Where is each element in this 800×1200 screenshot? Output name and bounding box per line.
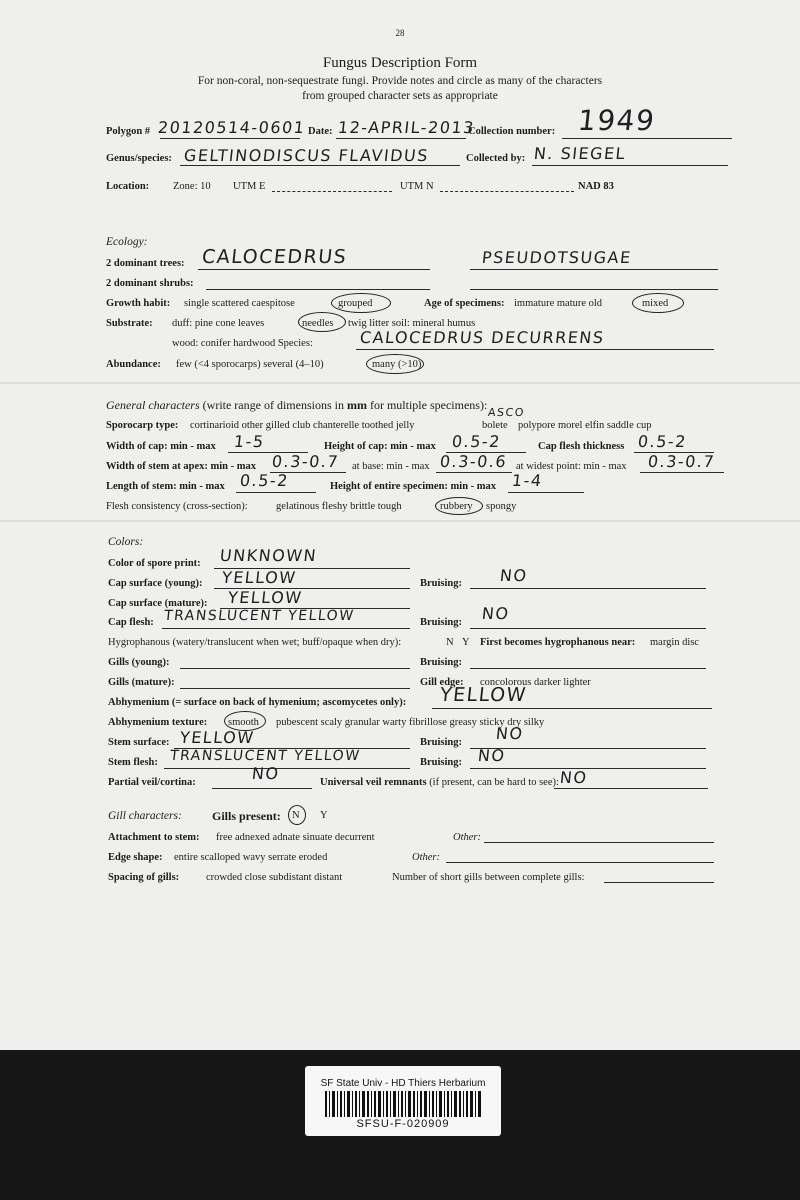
stem-widest-label: at widest point: min - max [516, 461, 627, 472]
circle-mark [331, 293, 391, 313]
cap-young-value: YELLOW [221, 568, 298, 587]
gills-present-n: N [292, 810, 300, 821]
height-entire-label: Height of entire specimen: min - max [330, 481, 497, 492]
attachment-other: Other: [453, 832, 481, 843]
abhymenium-texture-circled: smooth [228, 717, 259, 728]
duff-circled: needles [302, 318, 334, 329]
abundance-circled: many (>10) [372, 359, 422, 370]
utme-line [272, 191, 392, 192]
shrub2-line [470, 289, 718, 290]
height-cap-value: 0.5-2 [451, 432, 502, 451]
height-entire-line [508, 492, 584, 493]
gills-present-label: Gills present: [212, 809, 281, 823]
bruising-line [470, 628, 706, 629]
spacing-options: crowded close subdistant distant [206, 872, 343, 883]
stem-flesh-bruising: NO [477, 746, 507, 765]
zone: Zone: 10 [173, 181, 211, 192]
flesh-thickness-value: 0.5-2 [637, 432, 688, 451]
cap-flesh-value: TRANSLUCENT YELLOW [163, 608, 356, 624]
general-note-end: for multiple specimens): [369, 398, 488, 412]
location-label: Location: [106, 181, 150, 192]
bruising-label: Bruising: [420, 578, 463, 589]
flesh-options: gelatinous fleshy brittle tough [276, 501, 402, 512]
spore-value: UNKNOWN [219, 546, 319, 565]
cap-young-label: Cap surface (young): [108, 578, 203, 589]
hygro-first-label: First becomes hygrophanous near: [480, 637, 636, 648]
nad-label: NAD 83 [578, 181, 614, 192]
date-value: 12-APRIL-2013 [337, 118, 476, 137]
general-heading-line [106, 398, 487, 413]
universal-veil-value-line [554, 788, 708, 789]
height-cap-label: Height of cap: min - max [324, 441, 436, 452]
bruising-label: Bruising: [420, 617, 463, 628]
duff-options: duff: pine cone leaves [172, 318, 265, 329]
stem-surface-label: Stem surface: [108, 737, 170, 748]
abhymenium-value: YELLOW [438, 684, 529, 706]
bruising-label: Bruising: [420, 657, 463, 668]
date-line [336, 138, 466, 139]
veil-line [212, 788, 312, 789]
tree2-line [470, 269, 718, 270]
gills-mature-line [180, 688, 410, 689]
flesh-circled: rubbery [440, 501, 473, 512]
shrub1-line [206, 289, 430, 290]
gills-mature-label: Gills (mature): [108, 677, 175, 688]
wood-species-value: CALOCEDRUS DECURRENS [359, 328, 606, 347]
cap-flesh-bruising: NO [481, 604, 511, 623]
collection-line [562, 138, 732, 139]
sporocarp-rest: polypore morel elfin saddle cup [518, 420, 652, 431]
wood-line [356, 349, 714, 350]
growth-label: Growth habit: [106, 298, 171, 309]
tree1-line [198, 269, 430, 270]
bruising-line [470, 588, 706, 589]
circle-mark [298, 312, 346, 332]
cap-young-bruising: NO [499, 566, 529, 585]
veil-value: NO [251, 764, 281, 783]
attachment-options: free adnexed adnate sinuate decurrent [216, 832, 375, 843]
stem-length-label: Length of stem: min - max [106, 481, 225, 492]
stem-apex-value: 0.3-0.7 [271, 452, 341, 471]
stem-surface-bruising: NO [495, 724, 525, 743]
tree1-value: CALOCEDRUS [200, 246, 349, 268]
genus-value: GELTINODISCUS FLAVIDUS [183, 146, 430, 165]
tree2-value: PSEUDOTSUGAE [481, 248, 633, 267]
attachment-other-line [484, 842, 714, 843]
circle-mark [435, 497, 483, 515]
gill-edge-label: Gill edge: [420, 677, 464, 688]
gill-characters-heading: Gill characters: [108, 810, 182, 822]
bruising-label: Bruising: [420, 757, 463, 768]
circle-mark [366, 354, 424, 374]
abhymenium-label: Abhymenium (= surface on back of hymenium; ascomycetes only): [108, 697, 407, 708]
attachment-label: Attachment to stem: [108, 832, 200, 843]
stem-apex-label: Width of stem at apex: min - max [106, 461, 257, 472]
barcode-icon [325, 1091, 481, 1117]
flesh-thickness-label: Cap flesh thickness [538, 441, 625, 452]
shrubs-label: 2 dominant shrubs: [106, 278, 194, 289]
gills-present-y: Y [320, 810, 328, 821]
growth-options: single scattered caespitose [184, 298, 295, 309]
bruising-line [470, 668, 706, 669]
gills-young-line [180, 668, 410, 669]
collection-label: Collection number: [468, 126, 556, 137]
age-circled: mixed [642, 298, 669, 309]
general-note: (write range of dimensions in [202, 398, 344, 412]
abhymenium-texture-label: Abhymenium texture: [108, 717, 208, 728]
circle-mark [632, 293, 684, 313]
stem-flesh-line [164, 768, 410, 769]
trees-label: 2 dominant trees: [106, 258, 185, 269]
hygro-y: Y [462, 637, 470, 648]
form-subtitle-2: from grouped character sets as appropriate [302, 90, 498, 102]
colors-heading: Colors: [108, 536, 144, 548]
date-label: Date: [308, 126, 333, 137]
hygro-n: N [446, 637, 454, 648]
sporocarp-bolete: bolete [482, 420, 508, 431]
general-mm: mm [346, 398, 367, 412]
polygon-label: Polygon # [106, 126, 151, 137]
stem-base-label: at base: min - max [352, 461, 430, 472]
utmn-label: UTM N [400, 181, 434, 192]
collected-line [532, 165, 728, 166]
stem-flesh-label: Stem flesh: [108, 757, 158, 768]
abundance-options: few (<4 sporocarps) several (4–10) [176, 359, 324, 370]
cap-mature-value: YELLOW [227, 588, 304, 607]
edge-shape-label: Edge shape: [108, 852, 163, 863]
sporocarp-options: cortinarioid other gilled club chanterelle toothed jelly [190, 420, 415, 431]
utmn-line [440, 191, 574, 192]
veil-label: Partial veil/cortina: [108, 777, 196, 788]
universal-veil-line [320, 777, 559, 788]
stem-widest-line [640, 472, 724, 473]
wood-options: wood: conifer hardwood Species: [172, 338, 313, 349]
ecology-heading: Ecology: [106, 236, 148, 248]
circle-mark [288, 805, 306, 825]
stem-widest-value: 0.3-0.7 [647, 452, 717, 471]
polygon-line [160, 138, 300, 139]
collection-value: 1949 [576, 104, 657, 137]
cap-flesh-label: Cap flesh: [108, 617, 154, 628]
age-options: immature mature old [514, 298, 603, 309]
abundance-label: Abundance: [106, 359, 161, 370]
collected-label: Collected by: [466, 153, 526, 164]
paper-fold [0, 382, 800, 384]
width-cap-label: Width of cap: min - max [106, 441, 216, 452]
herbarium-institution: SF State Univ - HD Thiers Herbarium [320, 1078, 486, 1089]
short-gills-line [604, 882, 714, 883]
edge-shape-options: entire scalloped wavy serrate eroded [174, 852, 328, 863]
hygro-first-options: margin disc [650, 637, 700, 648]
growth-circled: grouped [338, 298, 373, 309]
bruising-label: Bruising: [420, 737, 463, 748]
abhymenium-texture-options: pubescent scaly granular warty fibrillose greasy sticky dry silky [276, 717, 545, 728]
stem-flesh-value: TRANSLUCENT YELLOW [169, 748, 362, 764]
stem-base-value: 0.3-0.6 [439, 452, 509, 471]
genus-label: Genus/species: [106, 153, 172, 164]
genus-line [180, 165, 460, 166]
age-label: Age of specimens: [424, 298, 505, 309]
universal-veil-note: (if present, can be hard to see): [429, 777, 559, 788]
flesh-label: Flesh consistency (cross-section): [106, 501, 248, 512]
stem-base-line [436, 472, 512, 473]
polygon-value: 20120514-0601 [157, 118, 307, 137]
stem-length-line [236, 492, 316, 493]
page-number: 28 [395, 28, 405, 38]
edge-shape-other-line [446, 862, 714, 863]
abhymenium-line [432, 708, 712, 709]
spore-label: Color of spore print: [108, 558, 201, 569]
duff-rest: twig litter soil: mineral humus [348, 318, 476, 329]
utme-label: UTM E [233, 181, 266, 192]
gill-edge-options: concolorous darker lighter [480, 677, 591, 688]
cap-mature-label: Cap surface (mature): [108, 598, 208, 609]
form-subtitle: For non-coral, non-sequestrate fungi. Provide notes and circle as many of the characters [197, 75, 603, 87]
flesh-rest: spongy [486, 501, 517, 512]
general-heading: General characters [106, 398, 200, 412]
form-title: Fungus Description Form [322, 55, 478, 71]
spacing-label: Spacing of gills: [108, 872, 180, 883]
stem-length-value: 0.5-2 [239, 471, 290, 490]
herbarium-catalog-number: SFSU-F-020909 [356, 1118, 450, 1130]
paper-fold [0, 520, 800, 522]
sporocarp-label: Sporocarp type: [106, 420, 179, 431]
universal-veil-label: Universal veil remnants [320, 777, 427, 788]
substrate-label: Substrate: [106, 318, 153, 329]
collected-value: N. SIEGEL [533, 144, 628, 163]
gills-young-label: Gills (young): [108, 657, 170, 668]
herbarium-label [305, 1066, 501, 1136]
universal-veil-value: NO [559, 768, 589, 787]
hygro-label: Hygrophanous (watery/translucent when wet; buff/opaque when dry): [108, 637, 402, 648]
sporocarp-asco-note: ASCO [487, 406, 526, 419]
height-entire-value: 1-4 [511, 471, 544, 490]
cap-flesh-line [162, 628, 410, 629]
width-cap-value: 1-5 [233, 432, 266, 451]
short-gills-label: Number of short gills between complete gills: [392, 872, 585, 883]
edge-shape-other: Other: [412, 852, 440, 863]
stem-surface-value: YELLOW [179, 728, 256, 747]
